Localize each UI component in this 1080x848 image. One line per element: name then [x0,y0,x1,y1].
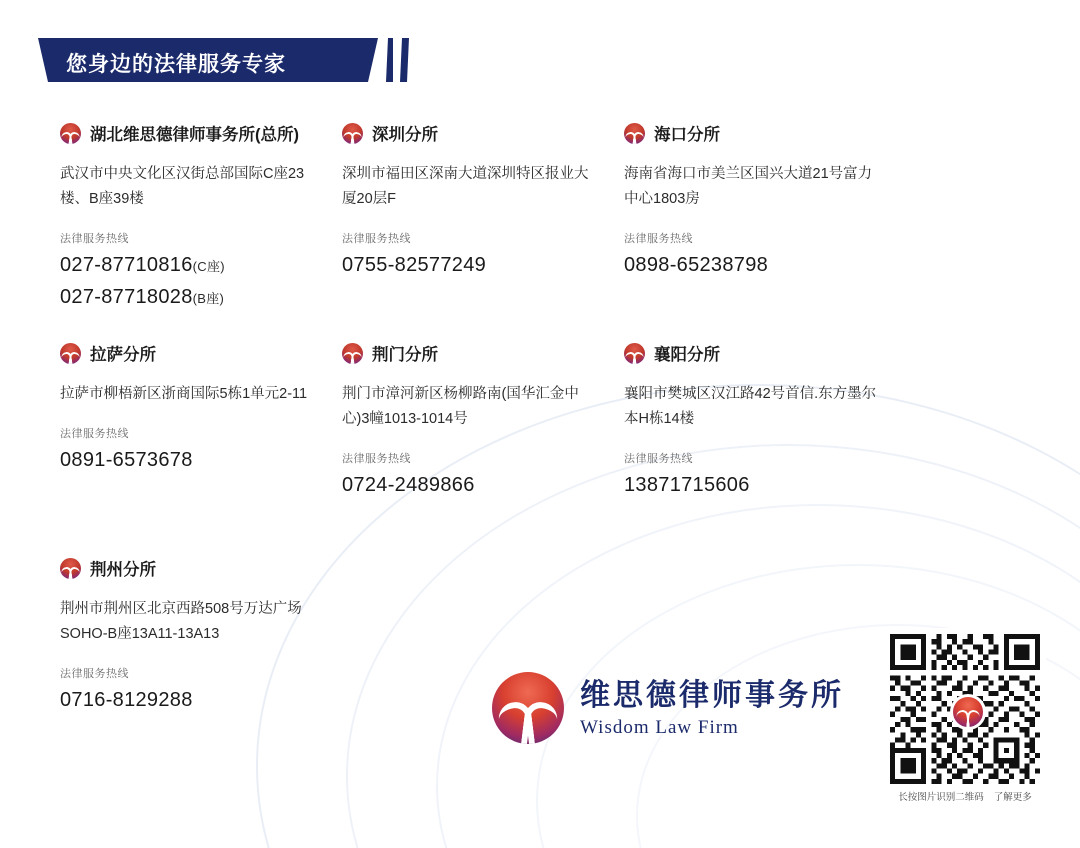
office-card-headquarters [60,120,336,322]
office-name: 拉萨分所 [90,346,156,364]
hotline-number[interactable] [60,685,336,715]
firm-logo-icon [342,123,363,144]
office-name: 深圳分所 [372,126,438,144]
office-column [60,120,336,340]
header-accent-tick [400,38,409,82]
office-address: 深圳市福田区深南大道深圳特区报业大厦20层F [342,166,589,207]
office-card-jingmen [342,340,618,508]
phone-value: 0755-82577249 [342,254,487,276]
hotline-label: 法律服务热线 [624,233,693,245]
office-column [624,340,900,555]
page-title: 您身边的法律服务专家 [66,53,286,76]
office-address: 武汉市中央文化区汉街总部国际C座23楼、B座39楼 [60,166,305,207]
phone-value: 0716-8129288 [60,689,193,711]
office-card-lhasa [60,340,336,483]
qr-code-image[interactable] [890,634,1040,784]
office-column [60,555,336,755]
header-banner [38,38,378,82]
phone-value: 13871715606 [624,474,750,496]
phone-suffix: (C座) [192,259,225,274]
firm-logo-icon [624,343,645,364]
office-column [624,120,900,340]
office-header [342,340,618,366]
hotline-number[interactable] [60,445,336,475]
office-card-xiangyang [624,340,900,508]
office-name: 襄阳分所 [654,346,720,364]
qr-code-block[interactable] [884,628,1046,807]
office-header [624,120,900,146]
offices-row [60,120,1020,340]
phone-value: 0898-65238798 [624,254,769,276]
firm-brand-text [580,677,844,739]
qr-caption [890,789,1040,803]
phone-value: 027-87718028 [60,286,193,308]
hotline-number[interactable] [60,282,336,314]
offices-grid [60,120,1020,755]
office-address: 荆州市荆州区北京西路508号万达广场SOHO-B座13A11-13A13 [60,601,302,642]
firm-logo-icon [624,123,645,144]
office-name: 荆州分所 [90,561,156,579]
phone-value: 0891-6573678 [60,449,193,471]
hotline-number[interactable] [342,250,618,280]
hotline-label: 法律服务热线 [624,453,693,465]
hotline-number[interactable] [60,250,336,282]
phone-value: 027-87710816 [60,254,193,276]
office-card-jingzhou [60,555,336,723]
office-header [60,340,336,366]
hotline-label: 法律服务热线 [342,453,411,465]
office-address: 襄阳市樊城区汉江路42号首信.东方墨尔本H栋14楼 [624,386,877,427]
office-name: 海口分所 [654,126,720,144]
firm-logo-icon [342,343,363,364]
office-card-shenzhen [342,120,618,288]
firm-logo-icon [60,123,81,144]
hotline-label: 法律服务热线 [60,233,129,245]
office-column [60,340,336,555]
phone-value: 0724-2489866 [342,474,475,496]
office-name: 荆门分所 [372,346,438,364]
hotline-number[interactable] [624,470,900,500]
hotline-label: 法律服务热线 [60,428,129,440]
firm-logo-icon [60,343,81,364]
office-address: 拉萨市柳梧新区浙商国际5栋1单元2-11 [60,386,308,402]
office-header [624,340,900,366]
hotline-label: 法律服务热线 [60,668,129,680]
hotline-label: 法律服务热线 [342,233,411,245]
qr-caption-left: 长按图片识别二维码 [898,792,984,803]
firm-logo-icon [60,558,81,579]
offices-row [60,340,1020,555]
hotline-number[interactable] [624,250,900,280]
qr-center-logo-icon [950,694,986,730]
office-address: 海南省海口市美兰区国兴大道21号富力中心1803房 [624,166,873,207]
office-header [60,120,336,146]
header-accent-tick [386,38,393,82]
qr-caption-right: 了解更多 [993,792,1032,803]
office-column [342,340,618,555]
firm-name-en: Wisdom Law Firm [580,717,739,738]
office-address: 荆门市漳河新区杨柳路南(国华汇金中心)3幢1013-1014号 [342,386,579,427]
office-header [60,555,336,581]
firm-brand-block [492,672,844,744]
phone-suffix: (B座) [192,291,225,306]
office-card-haikou [624,120,900,288]
office-name: 湖北维思德律师事务所(总所) [90,126,299,144]
office-column [342,120,618,340]
firm-name-cn: 维思德律师事务所 [580,679,844,712]
firm-logo-large-icon [492,672,564,744]
hotline-number[interactable] [342,470,618,500]
office-header [342,120,618,146]
